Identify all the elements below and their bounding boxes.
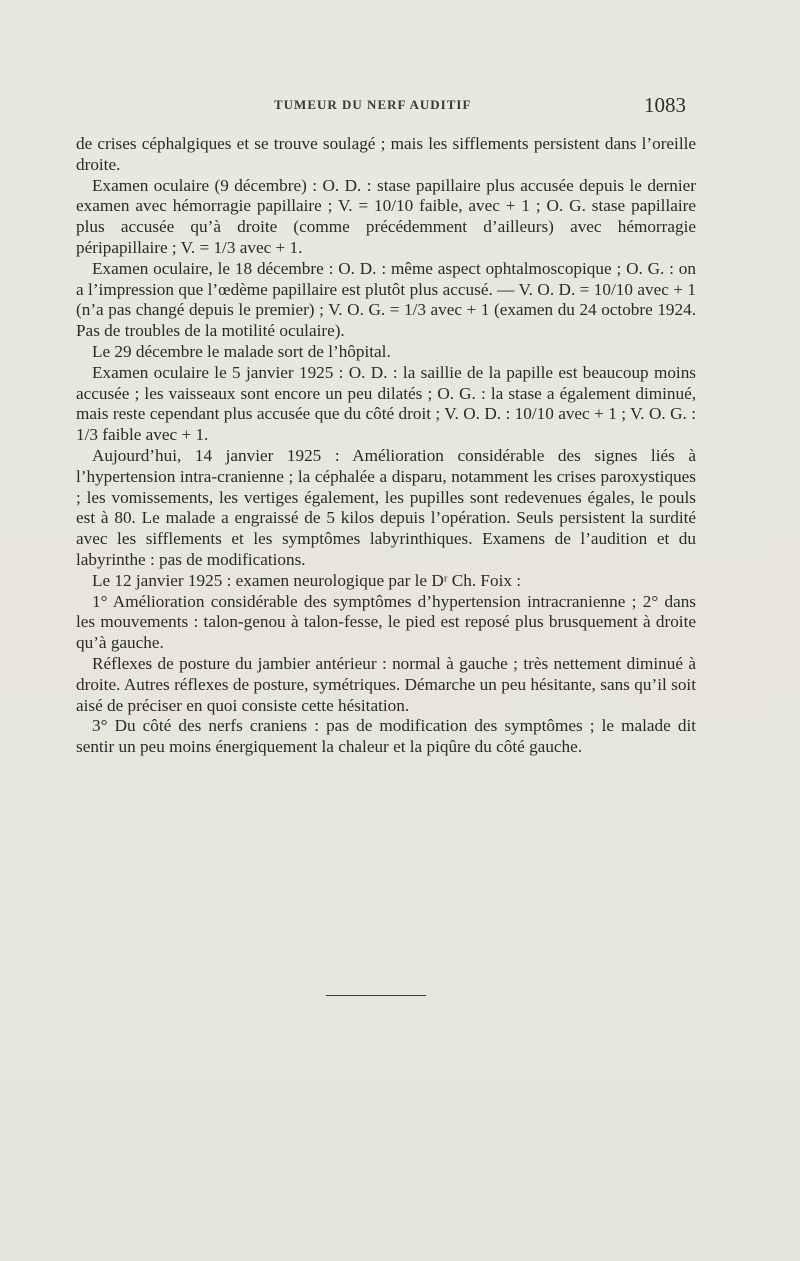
paragraph-continuation: de crises céphalgiques et se trouve soulagé ; mais les sifflements persistent dans l’oreille droite. — [76, 134, 696, 174]
paragraph-exam-5-jan: Examen oculaire le 5 janvier 1925 : O. D. : la saillie de la papille est beaucoup moins accusée ; les vaisseaux sont encore un peu dilatés ; O. G. : la stase a également diminué, mais reste cependant plus accusée que du côté droit ; V. O. D. : 10/10 avec + 1 ; V. O. G. : 1/3 faible avec + 1. — [76, 362, 696, 445]
page-header — [0, 93, 800, 119]
paragraph-point-3: 3° Du côté des nerfs craniens : pas de modification des symptômes ; le malade dit sentir un peu moins énergiquement la chaleur et la piqûre du côté gauche. — [76, 716, 696, 757]
section-divider — [326, 995, 426, 996]
paragraph-reflexes: Réflexes de posture du jambier antérieur : normal à gauche ; très nettement diminué à droite. Autres réflexes de posture, symétriques. Démarche un peu hésitante, sans qu’il soit aisé de préciser en quoi consiste cette hésitation. — [76, 653, 696, 715]
paragraph-today: Aujourd’hui, 14 janvier 1925 : Amélioration considérable des signes liés à l’hypertension intra-cranienne ; la céphalée a disparu, notamment les crises paroxystiques ; les vomissements, les vertiges également, les pupilles sont redevenues égales, le pouls est à 80. Le malade a engraissé de 5 kilos depuis l’opération. Seuls persistent la surdité avec les sifflements et les symptômes labyrinthiques. Examens de l’audition et du labyrinthe : pas de modifications. — [76, 445, 696, 569]
paragraph-neuro-exam: Le 12 janvier 1925 : examen neurologique par le Dʳ Ch. Foix : — [92, 570, 522, 590]
paragraph-exam-18-dec: Examen oculaire, le 18 décembre : O. D. : même aspect ophtalmoscopique ; O. G. : on a l’impression que l’œdème papillaire est plutôt plus accusé. — V. O. D. = 10/10 avec + 1 (n’a pas changé depuis le premier) ; V. O. G. = 1/3 avec + 1 (examen du 24 octobre 1924. Pas de troubles de la motilité oculaire). — [76, 258, 696, 341]
running-title: TUMEUR DU NERF AUDITIF — [274, 97, 472, 112]
page-number: 1083 — [644, 93, 686, 117]
paragraph-discharge: Le 29 décembre le malade sort de l’hôpital. — [92, 341, 391, 361]
paragraph-point-1-2: 1° Amélioration considérable des symptômes d’hypertension intracranienne ; 2° dans les mouvements : talon-genou à talon-fesse, le pied est reposé plus brusquement à droite qu’à gauche. — [76, 591, 696, 653]
paragraph-exam-9-dec: Examen oculaire (9 décembre) : O. D. : stase papillaire plus accusée depuis le dernier examen avec hémorragie papillaire ; V. = 10/10 faible, avec + 1 ; O. G. stase papillaire plus accusée qu’à droite (comme précédemment d’ailleurs) avec hémorragie péripapillaire ; V. = 1/3 avec + 1. — [76, 175, 696, 257]
body-text — [76, 134, 696, 758]
